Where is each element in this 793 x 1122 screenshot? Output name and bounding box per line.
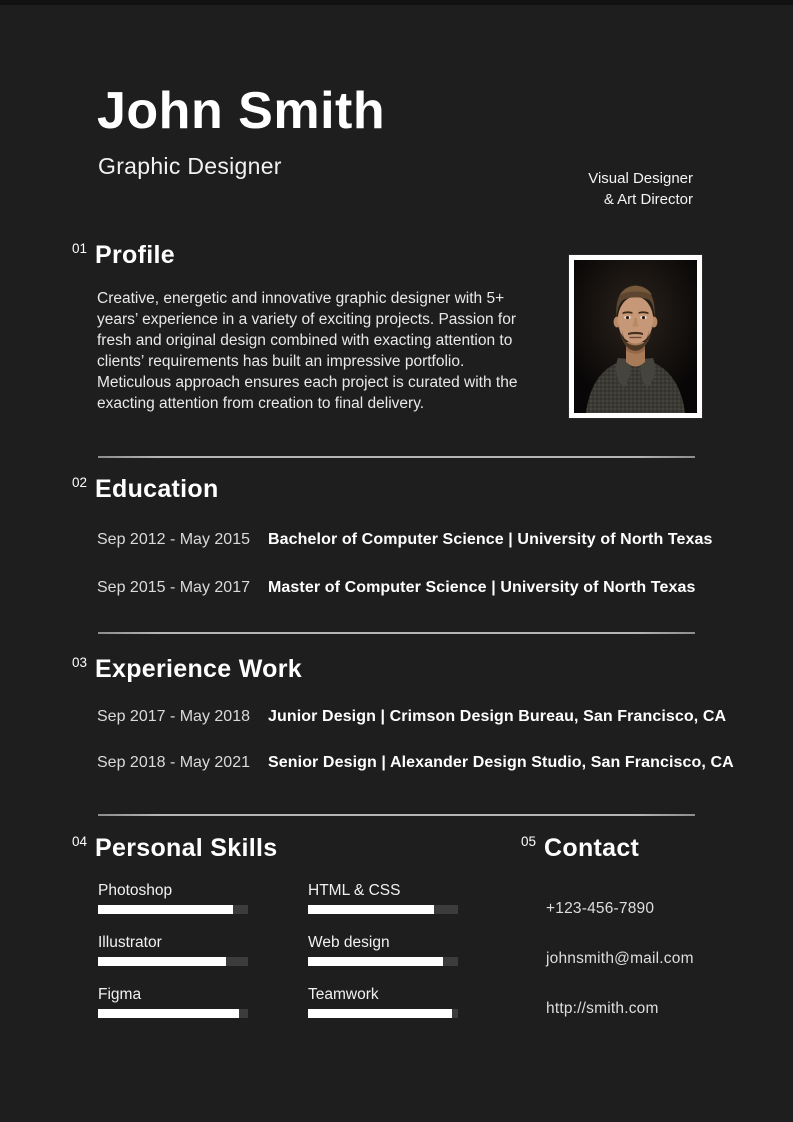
education-degree: Bachelor of Computer Science | University of North Texas [268, 531, 713, 548]
contact-phone[interactable]: +123-456-7890 [546, 900, 655, 917]
skill-bar-fill [308, 1009, 452, 1018]
section-divider [98, 632, 695, 634]
experience-dates: Sep 2017 - May 2018 [97, 708, 250, 725]
experience-row [97, 753, 734, 772]
profile-section-heading [72, 240, 175, 270]
skill-label: Photoshop [98, 882, 173, 899]
education-dates: Sep 2012 - May 2015 [97, 531, 250, 548]
skill-label: Web design [308, 934, 390, 951]
portrait-illustration [574, 260, 697, 413]
experience-section-number: 03 [72, 655, 88, 670]
education-section-heading [72, 474, 219, 504]
skills-grid [98, 881, 458, 1018]
contact-list [546, 899, 694, 1018]
skill-label: Illustrator [98, 934, 162, 951]
tagline [588, 168, 693, 210]
skill-label: Figma [98, 986, 142, 1003]
education-degree: Master of Computer Science | University of North Texas [268, 579, 696, 596]
skill-bar-fill [98, 957, 226, 966]
tagline-line-1: Visual Designer [588, 170, 693, 187]
skill-label: Teamwork [308, 986, 379, 1003]
skill-bar-track [308, 905, 458, 914]
skill-item [308, 933, 458, 966]
skill-bar-track [308, 1009, 458, 1018]
profile-section-title: Profile [95, 241, 175, 269]
contact-section-number: 05 [521, 834, 537, 849]
education-dates: Sep 2015 - May 2017 [97, 579, 250, 596]
profile-section-number: 01 [72, 241, 88, 256]
skill-item [98, 881, 248, 914]
skill-bar-track [98, 1009, 248, 1018]
skill-bar-fill [98, 1009, 239, 1018]
contact-section-title: Contact [544, 834, 640, 862]
skills-section-number: 04 [72, 834, 88, 849]
experience-section-title: Experience Work [95, 655, 302, 683]
skill-bar-track [308, 957, 458, 966]
person-name: John Smith [97, 82, 386, 140]
experience-position: Junior Design | Crimson Design Bureau, San Francisco, CA [268, 708, 727, 725]
section-divider [98, 456, 695, 458]
skill-bar-fill [308, 905, 434, 914]
skill-bar-fill [308, 957, 443, 966]
experience-row [97, 707, 726, 726]
skill-bar-fill [98, 905, 233, 914]
section-divider [98, 814, 695, 816]
education-row [97, 530, 713, 549]
page-top-edge [0, 0, 793, 5]
skill-label: HTML & CSS [308, 882, 401, 899]
education-section-title: Education [95, 475, 219, 503]
experience-dates: Sep 2018 - May 2021 [97, 754, 250, 771]
skills-section-heading [72, 833, 277, 863]
contact-section-heading [521, 833, 639, 863]
contact-website[interactable]: http://smith.com [546, 1000, 659, 1017]
job-title: Graphic Designer [98, 153, 282, 179]
experience-position: Senior Design | Alexander Design Studio, San Francisco, CA [268, 754, 734, 771]
profile-photo [569, 255, 702, 418]
education-section-number: 02 [72, 475, 88, 490]
experience-section-heading [72, 654, 302, 684]
skill-bar-track [98, 957, 248, 966]
skill-item [98, 933, 248, 966]
skill-item [308, 881, 458, 914]
contact-email[interactable]: johnsmith@mail.com [546, 950, 694, 967]
profile-summary: Creative, energetic and innovative graphic designer with 5+ years’ experience in a variety of exciting projects. Passion for fresh and original design combined with exacting attention to clients’ requirements has built an impressive portfolio. Meticulous approach ensures each project is curated with the exacting attention from creation to final delivery. [97, 290, 518, 412]
skills-section-title: Personal Skills [95, 834, 278, 862]
skill-bar-track [98, 905, 248, 914]
skill-item [308, 985, 458, 1018]
skill-item [98, 985, 248, 1018]
education-row [97, 578, 695, 597]
tagline-line-2: & Art Director [603, 191, 693, 208]
